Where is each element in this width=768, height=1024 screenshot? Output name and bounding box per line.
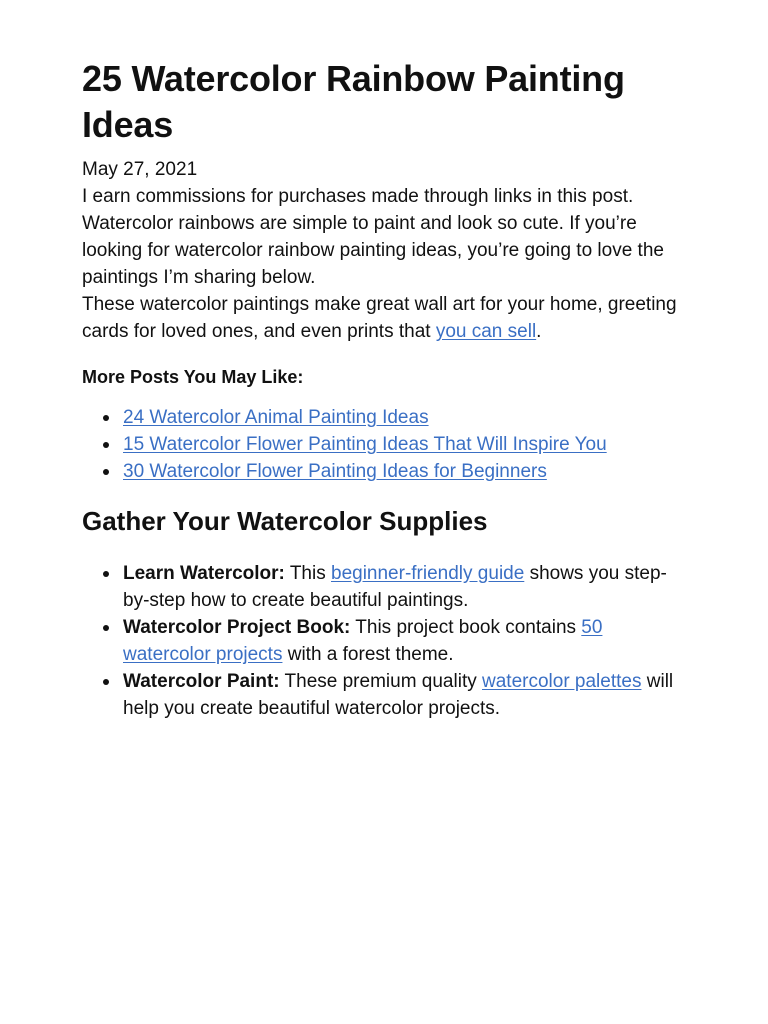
list-item [123,404,686,431]
list-item [123,614,686,668]
supply-text: These premium quality [279,671,482,692]
supply-text: This [284,563,331,584]
related-post-link[interactable]: 24 Watercolor Animal Painting Ideas [123,407,429,428]
list-item [123,668,686,722]
more-posts-list [82,404,686,485]
bullet-icon [103,415,109,421]
bullet-icon [103,442,109,448]
more-posts-heading: More Posts You May Like: [82,367,304,387]
bullet-icon [103,571,109,577]
supply-label: Watercolor Project Book: [123,617,351,638]
uses-text: These watercolor paintings make great wall art for your home, greeting cards for loved ones, and even prints that [82,294,677,342]
supply-text: This project book contains [350,617,582,638]
project-book-link[interactable]: 50 watercolor projects [123,617,603,665]
list-item [123,458,686,485]
supply-text-end: will help you create beautiful watercolor projects. [123,671,674,719]
supply-label: Watercolor Paint: [123,671,280,692]
watercolor-palettes-link[interactable]: watercolor palettes [482,671,642,692]
you-can-sell-link[interactable]: you can sell [435,321,537,342]
supplies-list [82,560,686,722]
supplies-heading: Gather Your Watercolor Supplies [82,506,488,536]
supply-text-end: shows you step-by-step how to create beautiful paintings. [123,563,667,611]
bullet-icon [103,679,109,685]
bullet-icon [103,469,109,475]
related-post-link[interactable]: 30 Watercolor Flower Painting Ideas for Beginners [123,461,547,482]
list-item [123,560,686,614]
intro-paragraph: Watercolor rainbows are simple to paint and look so cute. If you’re looking for watercolor rainbow painting ideas, you’re going to love the paintings I’m sharing below. [82,213,664,288]
publish-date: May 27, 2021 [82,159,198,180]
uses-paragraph [82,291,686,345]
supply-text-end: with a forest theme. [282,644,454,665]
supply-label: Learn Watercolor: [123,563,285,584]
affiliate-disclosure: I earn commissions for purchases made through links in this post. [82,186,634,207]
article-title: 25 Watercolor Rainbow Painting Ideas [82,58,625,145]
list-item [123,431,686,458]
uses-text-end: . [536,321,542,342]
related-post-link[interactable]: 15 Watercolor Flower Painting Ideas That Will Inspire You [123,434,607,455]
bullet-icon [103,625,109,631]
beginner-guide-link[interactable]: beginner-friendly guide [331,563,525,584]
